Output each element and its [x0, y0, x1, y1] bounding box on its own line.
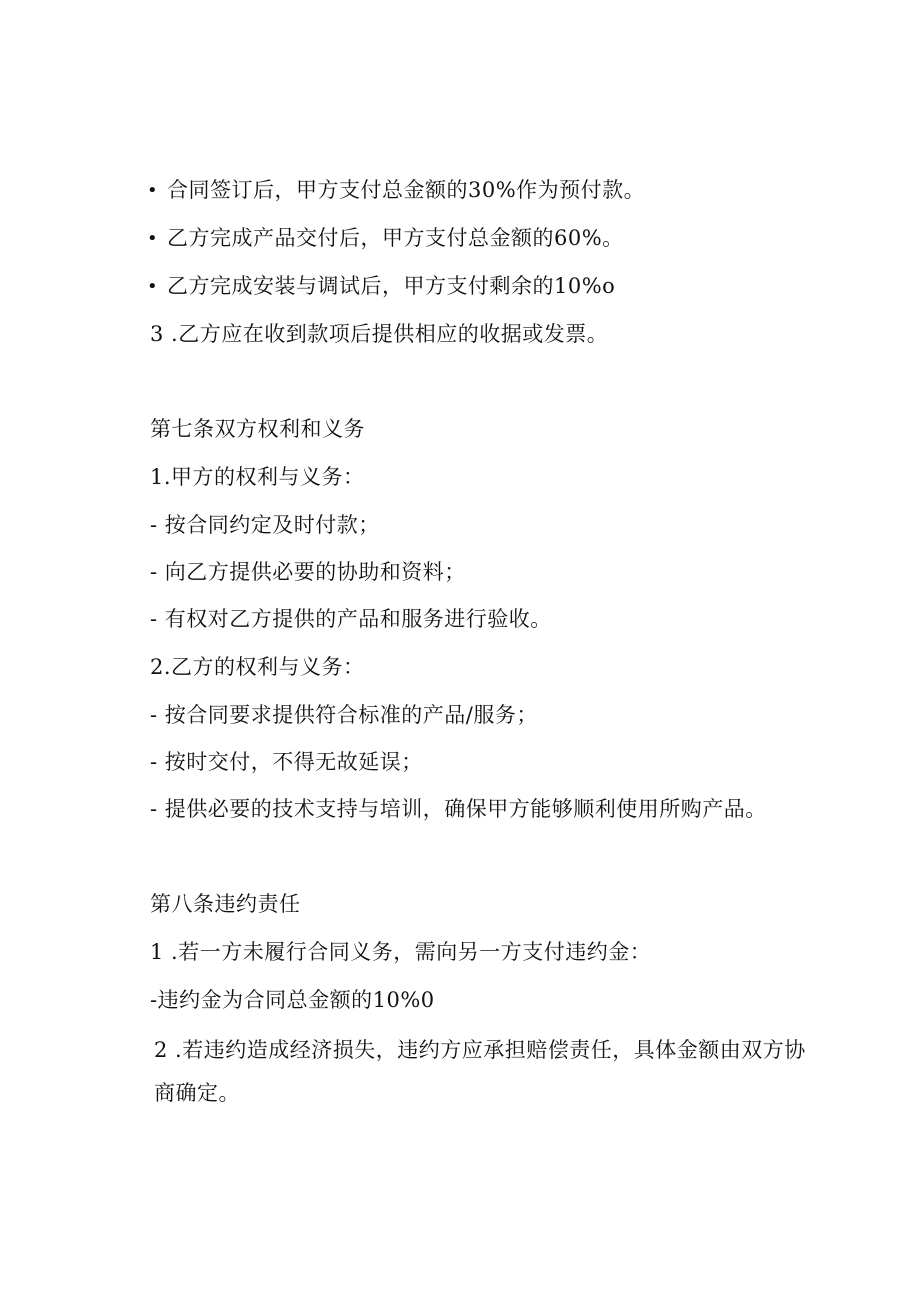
party-b-item-1: - 按合同要求提供符合标准的产品/服务； — [150, 703, 538, 727]
bullet-icon: • — [147, 228, 159, 249]
party-a-item-2: - 向乙方提供必要的协助和资料； — [150, 560, 466, 584]
article-8-clause-1-detail: -违约金为合同总金额的10%0 — [150, 988, 435, 1012]
article-8-clause-2: 2 .若违约造成经济损失，违约方应承担赔偿责任，具体金额由双方协商确定。 — [154, 1038, 806, 1105]
party-b-item-2: - 按时交付，不得无故延误； — [150, 750, 423, 774]
article-7-title: 第七条双方权利和义务 — [150, 417, 365, 441]
article-8-title: 第八条违约责任 — [150, 892, 301, 916]
payment-item-text: 乙方完成产品交付后，甲方支付总金额的60%。 — [167, 226, 624, 250]
payment-clause-3: 3 .乙方应在收到款项后提供相应的收据或发票。 — [150, 322, 609, 346]
payment-item-3 — [147, 272, 616, 301]
payment-item-text: 合同签订后，甲方支付总金额的30%作为预付款。 — [167, 178, 646, 202]
payment-item-2 — [147, 224, 624, 253]
party-b-heading: 2.乙方的权利与义务： — [150, 655, 365, 679]
party-a-item-1: - 按合同约定及时付款； — [150, 513, 380, 537]
party-a-heading: 1.甲方的权利与义务： — [150, 465, 365, 489]
payment-item-1 — [147, 176, 646, 205]
payment-item-text: 乙方完成安装与调试后，甲方支付剩余的10%o — [167, 274, 616, 298]
party-a-item-3: - 有权对乙方提供的产品和服务进行验收。 — [150, 607, 552, 631]
bullet-icon: • — [147, 276, 159, 297]
bullet-icon: • — [147, 180, 159, 201]
article-8-clause-1: 1 .若一方未履行合同义务，需向另一方支付违约金： — [150, 940, 652, 964]
party-b-item-3: - 提供必要的技术支持与培训，确保甲方能够顺利使用所购产品。 — [150, 797, 767, 821]
